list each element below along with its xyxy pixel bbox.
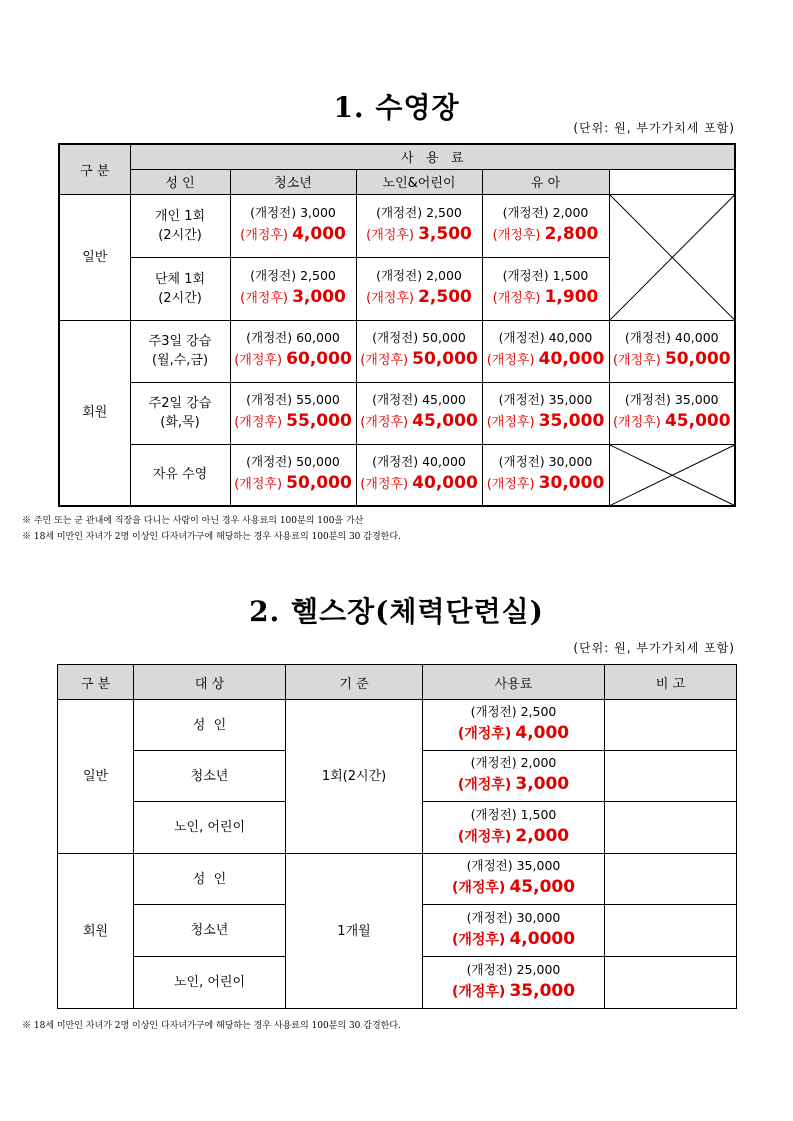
before-price: 40,000: [422, 453, 466, 469]
before-price: 25,000: [516, 961, 561, 977]
header-target: 대 상: [134, 665, 286, 700]
after-price: 40,000: [412, 472, 478, 493]
group-general: 일반: [59, 194, 130, 320]
section1-unit-note: (단위: 원, 부가가치세 포함): [573, 121, 735, 135]
after-price: 3,000: [292, 286, 346, 307]
before-label: (개정전): [498, 392, 545, 407]
row-label-line: 개인 1회: [154, 208, 206, 224]
gym-fee-table: [57, 664, 737, 1009]
before-label: (개정전): [470, 704, 517, 719]
before-price: 1,500: [552, 267, 589, 283]
col-adult: 성 인: [130, 169, 230, 194]
before-label: (개정전): [376, 204, 423, 220]
after-label: (개정후): [234, 476, 283, 492]
before-price: 35,000: [548, 392, 593, 407]
before-label: (개정전): [624, 330, 671, 345]
row-label-line: 주3일 강습: [148, 334, 212, 349]
header-category: 구 분: [58, 665, 134, 700]
before-label: (개정전): [372, 453, 419, 469]
after-price: 45,000: [664, 411, 731, 431]
before-price: 40,000: [674, 330, 719, 345]
row-label-line: 단체 1회: [154, 271, 206, 287]
col-senior-child: 노인&어린이: [356, 169, 482, 194]
row-label: [130, 444, 230, 506]
after-price: 50,000: [412, 349, 478, 369]
remark-cell: [605, 854, 737, 905]
before-label: (개정전): [376, 267, 423, 283]
before-price: 30,000: [516, 909, 561, 925]
before-label: (개정전): [250, 267, 297, 283]
remark-cell: [605, 700, 737, 751]
target-cell: 청소년: [134, 751, 286, 802]
before-price: 35,000: [516, 858, 561, 873]
row-label-line: (2시간): [158, 227, 202, 243]
before-price: 2,500: [520, 704, 557, 719]
pool-fee-table: [58, 143, 736, 507]
before-price: 2,000: [552, 204, 589, 220]
after-price: 3,000: [515, 774, 570, 794]
after-label: (개정후): [451, 983, 506, 1000]
price-cell: [230, 382, 356, 444]
group-member: 회원: [58, 854, 134, 1009]
after-price: 4,000: [515, 723, 570, 743]
not-applicable-cell: [609, 444, 735, 506]
pool-note-surcharge: ※ 주민 또는 군 관내에 직장을 다니는 사람이 아닌 경우 사용료의 100분의 100을 가산: [22, 516, 364, 526]
price-cell: [423, 700, 605, 751]
before-price: 50,000: [422, 330, 466, 345]
section1-title: 1. 수영장: [333, 91, 460, 124]
price-cell: [356, 382, 482, 444]
cross-mark-icon: [610, 195, 735, 320]
row-label-line: (월,수,금): [151, 353, 209, 368]
remark-cell: [605, 751, 737, 802]
after-label: (개정후): [360, 353, 409, 368]
after-price: 1,900: [544, 286, 599, 307]
table-row: [59, 382, 735, 444]
remark-cell: [605, 905, 737, 957]
price-cell: [423, 957, 605, 1009]
row-label-line: (화,목): [160, 415, 200, 430]
before-label: (개정전): [466, 858, 513, 873]
pool-note-discount: ※ 18세 미만인 자녀가 2명 이상인 다자녀가구에 해당하는 경우 사용료의 100분의 30 감경한다.: [22, 532, 401, 542]
after-price: 50,000: [664, 349, 731, 369]
before-label: (개정전): [246, 453, 293, 469]
gym-note-discount: ※ 18세 미만인 자녀가 2명 이상인 다자녀가구에 해당하는 경우 사용료의 100분의 30 감경한다.: [22, 1021, 401, 1031]
before-price: 35,000: [674, 392, 719, 407]
after-price: 35,000: [509, 980, 576, 1001]
group-member: 회원: [59, 320, 130, 506]
before-label: (개정전): [250, 204, 297, 220]
after-price: 45,000: [509, 877, 576, 897]
remark-cell: [605, 802, 737, 854]
price-cell: [423, 854, 605, 905]
row-label: [130, 320, 230, 382]
after-price: 4,000: [292, 223, 346, 244]
before-price: 30,000: [548, 453, 593, 469]
not-applicable-cell: [609, 194, 735, 320]
before-label: (개정전): [624, 392, 671, 407]
price-cell: [356, 444, 482, 506]
after-label: (개정후): [451, 880, 506, 896]
after-label: (개정후): [234, 353, 283, 368]
target-cell: 노인, 어린이: [134, 802, 286, 854]
row-label: [130, 257, 230, 320]
after-price: 45,000: [412, 411, 478, 431]
remark-cell: [605, 957, 737, 1009]
price-cell: [230, 320, 356, 382]
price-cell: [356, 320, 482, 382]
after-label: (개정후): [240, 290, 288, 306]
before-price: 2,500: [300, 267, 336, 283]
before-price: 40,000: [548, 330, 593, 345]
target-cell: 성 인: [134, 700, 286, 751]
before-price: 55,000: [296, 392, 340, 407]
after-label: (개정후): [451, 931, 506, 948]
price-cell: [609, 382, 735, 444]
before-label: (개정전): [372, 330, 419, 345]
after-price: 55,000: [286, 411, 352, 431]
price-cell: [230, 194, 356, 257]
after-label: (개정후): [612, 353, 661, 368]
after-label: (개정후): [486, 476, 535, 492]
before-label: (개정전): [246, 392, 293, 407]
before-price: 1,500: [520, 806, 557, 822]
before-label: (개정전): [498, 330, 545, 345]
after-price: 3,500: [418, 223, 472, 244]
row-label-line: 주2일 강습: [148, 396, 212, 411]
target-cell: 성 인: [134, 854, 286, 905]
after-label: (개정후): [457, 777, 512, 793]
before-price: 2,500: [426, 204, 462, 220]
row-label: [130, 194, 230, 257]
price-cell: [482, 257, 609, 320]
after-price: 2,800: [544, 223, 599, 244]
before-price: 45,000: [422, 392, 466, 407]
price-cell: [230, 257, 356, 320]
before-label: (개정전): [498, 453, 545, 469]
after-label: (개정후): [612, 415, 661, 430]
row-label-line: (2시간): [158, 290, 202, 306]
after-label: (개정후): [360, 476, 409, 492]
before-label: (개정전): [502, 204, 549, 220]
col-infant: 유 아: [482, 169, 609, 194]
target-cell: 청소년: [134, 905, 286, 957]
header-remark: 비 고: [605, 665, 737, 700]
before-label: (개정전): [470, 755, 517, 770]
price-cell: [356, 257, 482, 320]
table-row: [59, 194, 735, 257]
after-label: (개정후): [486, 415, 535, 430]
after-price: 30,000: [538, 472, 605, 493]
after-label: (개정후): [457, 726, 512, 742]
target-cell: 노인, 어린이: [134, 957, 286, 1009]
after-label: (개정후): [366, 227, 414, 243]
row-label: [130, 382, 230, 444]
after-price: 2,500: [418, 286, 472, 307]
after-price: 40,000: [538, 349, 605, 369]
before-label: (개정전): [466, 909, 513, 925]
basis-cell: 1개월: [286, 854, 423, 1009]
after-label: (개정후): [360, 415, 409, 430]
after-label: (개정후): [492, 227, 541, 243]
price-cell: [482, 444, 609, 506]
section2-unit-note: (단위: 원, 부가가치세 포함): [573, 641, 735, 655]
after-price: 50,000: [286, 472, 352, 493]
after-price: 60,000: [286, 349, 352, 369]
after-label: (개정후): [457, 828, 512, 845]
group-general: 일반: [58, 700, 134, 854]
cross-mark-icon: [610, 445, 735, 506]
before-price: 60,000: [296, 330, 340, 345]
before-label: (개정전): [466, 961, 513, 977]
before-price: 2,000: [426, 267, 462, 283]
price-cell: [482, 194, 609, 257]
before-label: (개정전): [502, 267, 549, 283]
header-fee: 사용료: [423, 665, 605, 700]
price-cell: [356, 194, 482, 257]
after-price: 35,000: [538, 411, 605, 431]
after-price: 2,000: [515, 825, 570, 846]
section2-title: 2. 헬스장(체력단련실): [249, 595, 544, 628]
header-category: 구 분: [59, 144, 130, 194]
before-label: (개정전): [372, 392, 419, 407]
before-price: 2,000: [520, 755, 557, 770]
price-cell: [482, 382, 609, 444]
after-label: (개정후): [366, 290, 414, 306]
price-cell: [423, 751, 605, 802]
after-price: 4,0000: [509, 928, 576, 949]
after-label: (개정후): [492, 290, 541, 306]
before-price: 3,000: [300, 204, 336, 220]
price-cell: [423, 905, 605, 957]
basis-cell: 1회(2시간): [286, 700, 423, 854]
after-label: (개정후): [486, 353, 535, 368]
col-youth: 청소년: [230, 169, 356, 194]
before-label: (개정전): [470, 806, 517, 822]
after-label: (개정후): [234, 415, 283, 430]
before-label: (개정전): [246, 330, 293, 345]
after-label: (개정후): [240, 227, 288, 243]
price-cell: [482, 320, 609, 382]
header-fee: [130, 144, 735, 169]
table-row: [59, 320, 735, 382]
before-price: 50,000: [296, 453, 340, 469]
price-cell: [423, 802, 605, 854]
row-label-line: 자유 수영: [152, 467, 208, 483]
price-cell: [230, 444, 356, 506]
table-row: [58, 700, 737, 751]
header-basis: 기 준: [286, 665, 423, 700]
table-row: [58, 854, 737, 905]
table-row: [59, 444, 735, 506]
price-cell: [609, 320, 735, 382]
header-fee-label: 사 용 료: [401, 151, 464, 167]
